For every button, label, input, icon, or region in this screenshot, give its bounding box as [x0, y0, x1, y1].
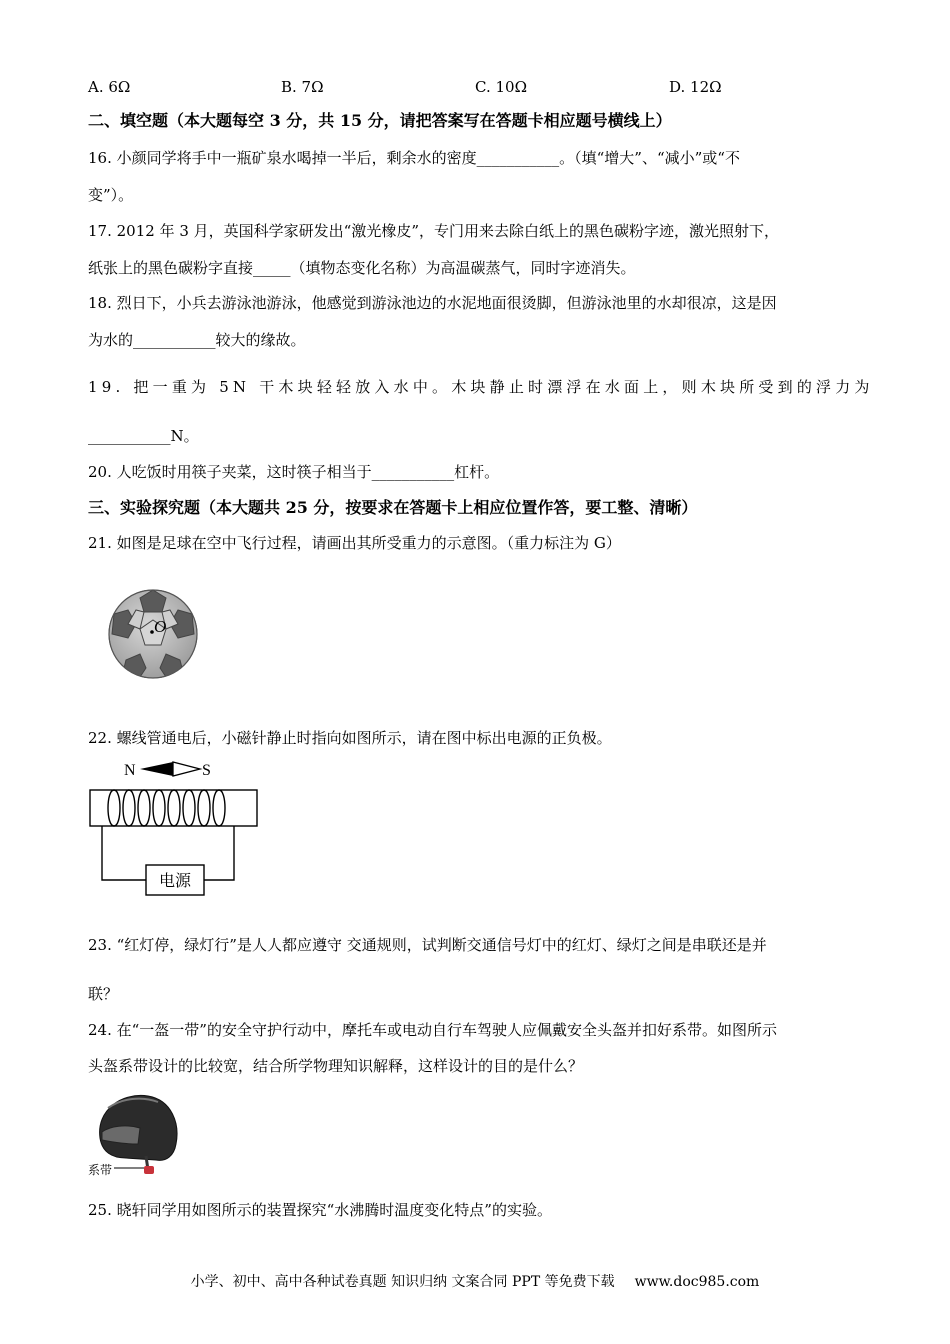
question-19-line1: 19. 把一重为 5N 干木块轻轻放入水中。木块静止时漂浮在水面上，则木块所受到的浮力为: [88, 378, 874, 396]
question-22: 22. 螺线管通电后，小磁针静止时指向如图所示，请在图中标出电源的正负极。: [88, 729, 612, 747]
left-wire: [102, 826, 146, 880]
question-21: 21. 如图是足球在空中飞行过程，请画出其所受重力的示意图。（重力标注为 G）: [88, 534, 621, 552]
section3-heading: 三、实验探究题（本大题共 25 分，按要求在答题卡上相应位置作答，要工整、清晰）: [88, 498, 698, 517]
strap-label: 系带: [88, 1163, 113, 1177]
question-18-line2: 为水的___________较大的缘故。: [88, 331, 306, 349]
solenoid-core: [90, 790, 257, 826]
helmet-figure: [86, 1086, 186, 1178]
south-pole-label: S: [202, 762, 211, 779]
question-16-line2: 变”）。: [88, 186, 134, 204]
soccer-ball-figure: [106, 588, 200, 680]
question-16-line1: 16. 小颜同学将手中一瓶矿泉水喝掉一半后，剩余水的密度___________。（填“增大”、“减小”或“不: [88, 149, 740, 167]
compass-needle-north: [140, 762, 173, 776]
question-18-line1: 18. 烈日下，小兵去游泳池游泳，他感觉到游泳池边的水泥地面很烫脚，但游泳池里的水却很凉，这是因: [88, 294, 777, 312]
option-b: B. 7Ω: [281, 78, 324, 96]
solenoid-circuit-figure: [86, 758, 261, 898]
north-pole-label: N: [124, 762, 136, 779]
question-25: 25. 晓轩同学用如图所示的装置探究“水沸腾时温度变化特点”的实验。: [88, 1201, 552, 1219]
question-19-line2: ___________N。: [88, 427, 199, 445]
helmet-visor: [102, 1126, 140, 1144]
solenoid-coil: [108, 790, 225, 826]
footer-url: www.doc985.com: [634, 1274, 760, 1290]
point-o-label: O: [154, 617, 167, 636]
question-23-line1: 23. “红灯停，绿灯行”是人人都应遵守 交通规则，试判断交通信号灯中的红灯、绿灯之间是串联还是并: [88, 936, 767, 954]
question-17-line1: 17. 2012 年 3 月，英国科学家研发出“激光橡皮”，专门用来去除白纸上的黑色碳粉字迹，激光照射下，: [88, 222, 779, 240]
power-source-label: 电源: [158, 871, 192, 890]
option-d: D. 12Ω: [669, 78, 722, 96]
compass-needle-south: [173, 762, 200, 776]
question-23-line2: 联？: [88, 985, 119, 1003]
option-c: C. 10Ω: [475, 78, 528, 96]
question-24-line1: 24. 在“一盔一带”的安全守护行动中，摩托车或电动自行车驾驶人应佩戴安全头盔并扣好系带。如图所示: [88, 1021, 777, 1039]
page-footer: [0, 1271, 950, 1291]
question-17-line2: 纸张上的黑色碳粉字直接_____（填物态变化名称）为高温碳蒸气，同时字迹消失。: [88, 259, 636, 277]
option-a: A. 6Ω: [88, 78, 131, 96]
question-24-line2: 头盔系带设计的比较宽，结合所学物理知识解释，这样设计的目的是什么？: [88, 1057, 584, 1075]
footer-text: 小学、初中、高中各种试卷真题 知识归纳 文案合同 PPT 等免费下载: [190, 1274, 615, 1290]
section2-heading: 二、填空题（本大题每空 3 分，共 15 分，请把答案写在答题卡相应题号横线上）: [88, 111, 672, 130]
right-wire: [204, 826, 234, 880]
strap-buckle: [144, 1166, 154, 1174]
question-20: 20. 人吃饭时用筷子夹菜，这时筷子相当于___________杠杆。: [88, 463, 500, 481]
